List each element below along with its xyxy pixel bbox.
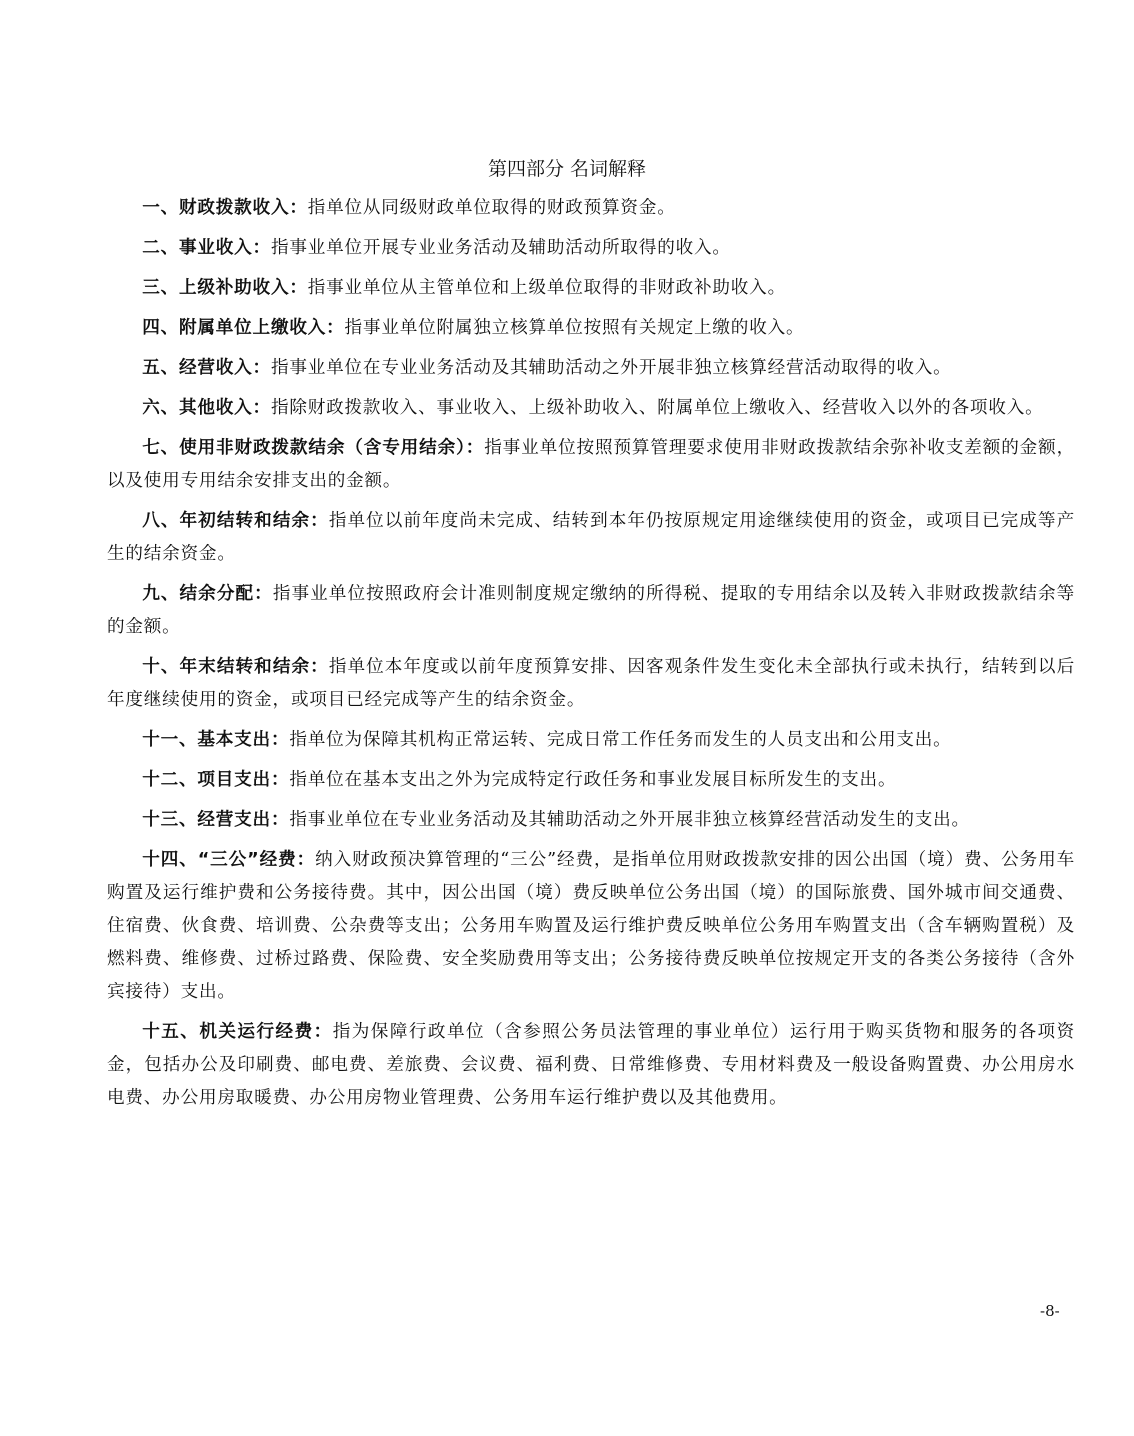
term-name: 九、结余分配： — [142, 584, 273, 604]
term-definition: 指为保障行政单位（含参照公务员法管理的事业单位）运行用于购买货物和服务的各项资金，包括办公及印刷费、邮电费、差旅费、会议费、福利费、日常维修费、专用材料费及一般设备购置费、办公用房水电费、办公用房取暖费、办公用房物业管理费、公务用车运行维护费以及其他费用。 — [107, 1022, 1075, 1108]
terms-list — [107, 192, 1075, 1122]
term-name: 十、年末结转和结余： — [142, 657, 329, 677]
term-item — [107, 1016, 1075, 1115]
term-definition: 指单位为保障其机构正常运转、完成日常工作任务而发生的人员支出和公用支出。 — [289, 730, 952, 750]
term-item — [107, 232, 1075, 265]
term-item — [107, 804, 1075, 837]
term-item — [107, 272, 1075, 305]
term-name: 十一、基本支出： — [142, 730, 290, 750]
term-name: 六、其他收入： — [142, 398, 271, 418]
term-item — [107, 578, 1075, 644]
term-definition: 指单位以前年度尚未完成、结转到本年仍按原规定用途继续使用的资金，或项目已完成等产生的结余资金。 — [107, 511, 1075, 564]
term-name: 五、经营收入： — [142, 358, 271, 378]
term-name: 十二、项目支出： — [142, 770, 290, 790]
term-name: 三、上级补助收入： — [142, 278, 308, 298]
term-definition: 指事业单位按照预算管理要求使用非财政拨款结余弥补收支差额的金额，以及使用专用结余安排支出的金额。 — [107, 438, 1076, 491]
term-definition: 指事业单位从主管单位和上级单位取得的非财政补助收入。 — [307, 278, 786, 298]
term-definition: 指除财政拨款收入、事业收入、上级补助收入、附属单位上缴收入、经营收入以外的各项收入。 — [270, 398, 1044, 418]
term-name: 二、事业收入： — [142, 238, 271, 258]
term-item — [107, 844, 1075, 1009]
page-title: 第四部分 名词解释 — [487, 158, 647, 180]
term-name: 四、附属单位上缴收入： — [142, 318, 345, 338]
term-definition: 指单位在基本支出之外为完成特定行政任务和事业发展目标所发生的支出。 — [289, 770, 897, 790]
term-item — [107, 651, 1075, 717]
term-definition: 指事业单位开展专业业务活动及辅助活动所取得的收入。 — [270, 238, 731, 258]
term-item — [107, 312, 1075, 345]
term-name: 一、财政拨款收入： — [142, 198, 308, 218]
term-definition: 指事业单位在专业业务活动及其辅助活动之外开展非独立核算经营活动发生的支出。 — [289, 810, 970, 830]
term-name: 十三、经营支出： — [142, 810, 290, 830]
term-name: 八、年初结转和结余： — [142, 511, 329, 531]
term-definition: 纳入财政预决算管理的“三公”经费，是指单位用财政拨款安排的因公出国（境）费、公务用车购置及运行维护费和公务接待费。其中，因公出国（境）费反映单位公务出国（境）的国际旅费、国外城市间交通费、住宿费、伙食费、培训费、公杂费等支出；公务用车购置及运行维护费反映单位公务用车购置支出（含车辆购置税）及燃料费、维修费、过桥过路费、保险费、安全奖励费用等支出；公务接待费反映单位按规定开支的各类公务接待（含外宾接待）支出。 — [107, 850, 1075, 1002]
term-item — [107, 505, 1075, 571]
term-definition: 指单位本年度或以前年度预算安排、因客观条件发生变化未全部执行或未执行，结转到以后年度继续使用的资金，或项目已经完成等产生的结余资金。 — [107, 657, 1075, 710]
term-name: 十五、机关运行经费： — [142, 1022, 333, 1042]
term-definition: 指事业单位附属独立核算单位按照有关规定上缴的收入。 — [344, 318, 805, 338]
term-item — [107, 432, 1075, 498]
term-item — [107, 192, 1075, 225]
page-number: -8- — [1040, 1302, 1060, 1320]
term-name: 十四、“三公”经费： — [142, 850, 316, 870]
term-name: 七、使用非财政拨款结余（含专用结余）： — [142, 438, 485, 458]
term-definition: 指事业单位按照政府会计准则制度规定缴纳的所得税、提取的专用结余以及转入非财政拨款结余等的金额。 — [107, 584, 1076, 637]
term-definition: 指单位从同级财政单位取得的财政预算资金。 — [307, 198, 676, 218]
term-item — [107, 392, 1075, 425]
term-definition: 指事业单位在专业业务活动及其辅助活动之外开展非独立核算经营活动取得的收入。 — [270, 358, 952, 378]
term-item — [107, 352, 1075, 385]
term-item — [107, 724, 1075, 757]
term-item — [107, 764, 1075, 797]
